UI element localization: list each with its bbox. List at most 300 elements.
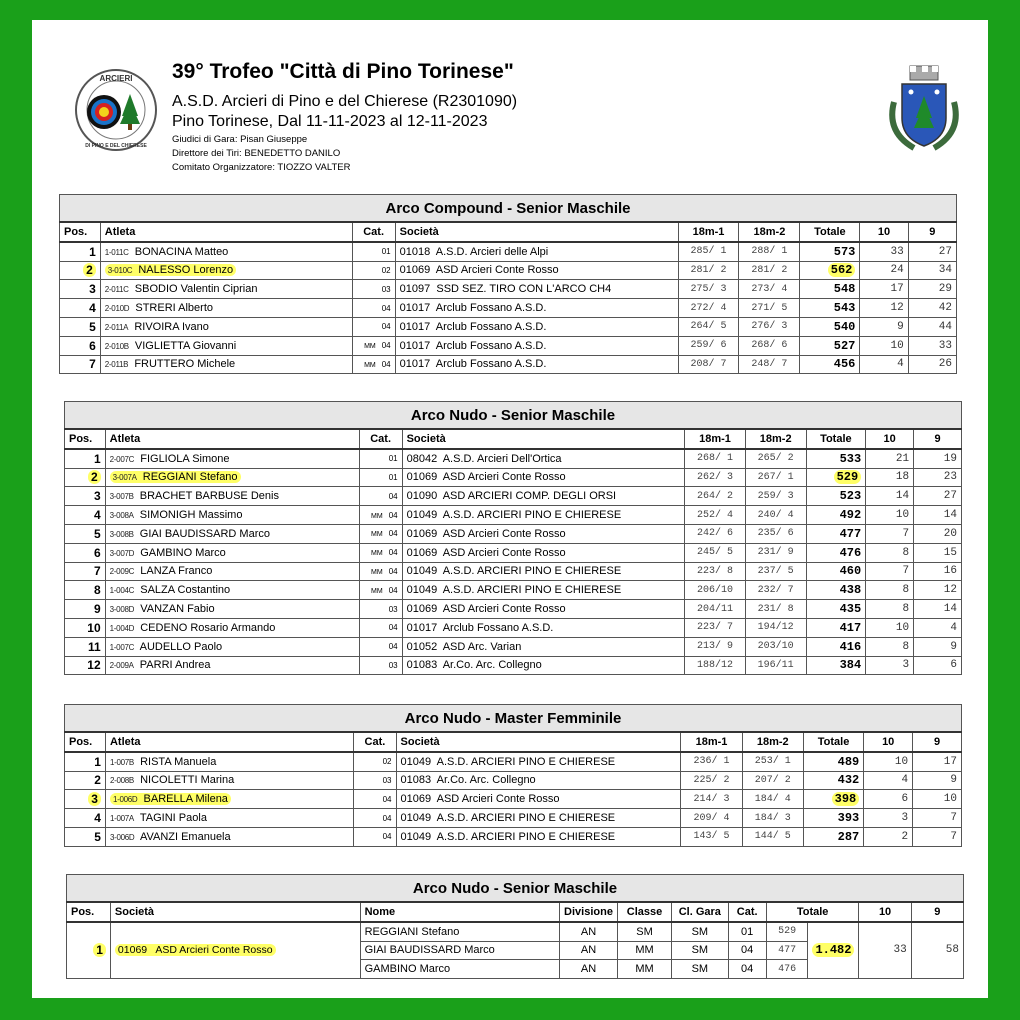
row-nines: 23 [914,468,962,487]
row-athlete [105,543,359,562]
row-round1: 259/ 6 [678,336,739,355]
row-category: 03 [359,656,402,675]
row-athlete [105,562,359,581]
row-category: 02 [354,752,396,771]
col-round1: 18m-1 [685,429,746,449]
row-round1: 208/ 7 [678,355,739,374]
row-round1: 206/10 [685,581,746,600]
row-total: 533 [806,449,866,468]
row-round1: 213/ 9 [685,637,746,656]
col-club: Società [395,222,678,242]
athlete-name: BONACINA Matteo [134,245,229,258]
row-athlete [105,656,359,675]
row-round1: 245/ 5 [685,543,746,562]
team-member-division: AN [560,960,618,979]
row-club: 08042 A.S.D. Arcieri Dell'Ortica [402,449,685,468]
row-club: 01049 A.S.D. ARCIERI PINO E CHIERESE [396,752,681,771]
result-row [65,752,962,771]
row-position: 12 [65,656,106,675]
team-section-title: Arco Nudo - Senior Maschile [67,875,964,903]
row-category: 04 [352,317,395,336]
row-round1: 143/ 5 [681,827,742,846]
row-position: 6 [60,336,101,355]
col-cat: Cat. [352,222,395,242]
section-title: Arco Nudo - Master Femminile [65,705,962,733]
col-tens: 10 [859,902,911,922]
row-round1: 209/ 4 [681,809,742,828]
row-nines: 19 [914,449,962,468]
athlete-target-code: 3-007D [109,548,135,558]
athlete-name: GIAI BAUDISSARD Marco [139,527,270,540]
athlete-name: BRACHET BARBUSE Denis [139,490,279,503]
row-total: 287 [803,827,863,846]
athlete-target-code: 2-011B [104,360,129,370]
athlete-name: RISTA Manuela [140,755,217,768]
club-logo-icon [74,68,158,152]
athlete-name: AUDELLO Paolo [139,640,223,653]
row-category: 04 [352,299,395,318]
row-nines: 6 [914,656,962,675]
row-category: 04 [354,827,396,846]
athlete-target-code: 1-004D [109,623,135,633]
row-total: 432 [803,771,863,790]
team-member-score: 529 [766,922,808,941]
range-director: Direttore dei Tiri: BENEDETTO DANILO [172,148,341,159]
row-nines: 15 [914,543,962,562]
row-round2: 265/ 2 [745,449,806,468]
col-athlete: Atleta [100,222,352,242]
row-athlete [105,600,359,619]
col-round2: 18m-2 [739,222,800,242]
athlete-target-code: 1-007C [109,642,135,652]
row-tens: 9 [860,317,908,336]
row-athlete [100,261,352,280]
row-tens: 3 [864,809,913,828]
team-tens: 33 [859,922,911,979]
row-total: 456 [800,355,860,374]
row-nines: 9 [914,637,962,656]
team-member-name: GIAI BAUDISSARD Marco [360,941,559,960]
col-class: Classe [617,902,671,922]
row-position: 10 [65,618,106,637]
row-club: 01097 SSD SEZ. TIRO CON L'ARCO CH4 [395,280,678,299]
row-club: 01017 Arclub Fossano A.S.D. [395,355,678,374]
row-nines: 7 [913,809,962,828]
row-club: 01069 ASD Arcieri Conte Rosso [402,524,685,543]
col-tens: 10 [860,222,908,242]
row-athlete [105,618,359,637]
row-total: 523 [806,487,866,506]
athlete-target-code: 2-009A [109,661,134,671]
row-athlete [100,299,352,318]
team-member-race-class: SM [672,960,729,979]
col-total: Totale [800,222,860,242]
row-total: 384 [806,656,866,675]
athlete-target-code: 2-008B [109,776,134,786]
row-nines: 34 [908,261,956,280]
col-cat: Cat. [728,902,766,922]
row-club: 01069 ASD Arcieri Conte Rosso [395,261,678,280]
col-nines: 9 [911,902,963,922]
row-nines: 14 [914,506,962,525]
team-member-class: MM [617,941,671,960]
athlete-name: NALESSO Lorenzo [138,264,234,277]
athlete-target-code: 3-007A [112,473,137,483]
row-position: 1 [60,242,101,261]
row-round1: 281/ 2 [678,261,739,280]
row-total: 527 [800,336,860,355]
row-athlete [105,524,359,543]
row-round1: 214/ 3 [681,790,742,809]
result-row [65,581,962,600]
row-total: 476 [806,543,866,562]
row-round2: 184/ 4 [742,790,803,809]
row-tens: 12 [860,299,908,318]
row-position: 2 [60,261,101,280]
result-row [65,506,962,525]
row-total: 573 [800,242,860,261]
row-category: MM 04 [359,506,402,525]
row-round1: 188/12 [685,656,746,675]
row-club: 01069 ASD Arcieri Conte Rosso [402,600,685,619]
athlete-name: BARELLA Milena [143,793,228,806]
row-nines: 14 [914,600,962,619]
row-club: 01017 Arclub Fossano A.S.D. [395,317,678,336]
athlete-name: FIGLIOLA Simone [140,452,230,465]
row-round2: 259/ 3 [745,487,806,506]
athlete-name: VIGLIETTA Giovanni [134,339,237,352]
row-total: 529 [806,468,866,487]
team-member-cat: 01 [728,922,766,941]
result-row [60,242,957,261]
row-tens: 4 [864,771,913,790]
row-club: 01069 ASD Arcieri Conte Rosso [396,790,681,809]
athlete-name: STRERI Alberto [135,302,213,315]
row-category: MM 04 [352,336,395,355]
row-total: 460 [806,562,866,581]
row-tens: 8 [866,543,914,562]
result-row [65,827,962,846]
row-round2: 240/ 4 [745,506,806,525]
col-round2: 18m-2 [742,732,803,752]
row-round2: 267/ 1 [745,468,806,487]
row-club: 01083 Ar.Co. Arc. Collegno [402,656,685,675]
col-pos: Pos. [60,222,101,242]
row-position: 6 [65,543,106,562]
col-round1: 18m-1 [678,222,739,242]
row-category: 01 [359,449,402,468]
row-round2: 203/10 [745,637,806,656]
athlete-target-code: 3-007B [109,492,134,502]
athlete-target-code: 3-008D [109,605,135,615]
athlete-name: TAGINI Paola [139,812,207,825]
athlete-target-code: 1-011C [104,247,129,257]
row-tens: 24 [860,261,908,280]
row-athlete [105,771,353,790]
row-nines: 20 [914,524,962,543]
athlete-target-code: 2-011C [104,285,129,295]
col-name: Nome [360,902,559,922]
result-row [65,449,962,468]
team-results-table [66,874,964,979]
row-round1: 272/ 4 [678,299,739,318]
row-total: 492 [806,506,866,525]
result-row [65,637,962,656]
athlete-target-code: 3-008B [109,529,134,539]
result-row [60,336,957,355]
row-category: 01 [359,468,402,487]
row-athlete [105,790,353,809]
row-club: 01049 A.S.D. ARCIERI PINO E CHIERESE [402,581,685,600]
team-member-name: REGGIANI Stefano [360,922,559,941]
result-row [60,299,957,318]
row-athlete [105,752,353,771]
col-athlete: Atleta [105,732,353,752]
row-position: 3 [65,790,106,809]
col-nines: 9 [908,222,956,242]
row-round2: 288/ 1 [739,242,800,261]
row-round1: 285/ 1 [678,242,739,261]
row-nines: 44 [908,317,956,336]
athlete-name: FRUTTERO Michele [134,358,236,371]
row-round1: 236/ 1 [681,752,742,771]
row-round2: 232/ 7 [745,581,806,600]
team-member-cat: 04 [728,960,766,979]
row-round1: 225/ 2 [681,771,742,790]
row-athlete [105,809,353,828]
col-race-class: Cl. Gara [672,902,729,922]
athlete-target-code: 3-006D [109,832,135,842]
row-round1: 252/ 4 [685,506,746,525]
row-athlete [105,506,359,525]
row-nines: 16 [914,562,962,581]
row-nines: 17 [913,752,962,771]
row-round2: 281/ 2 [739,261,800,280]
row-tens: 7 [866,524,914,543]
team-club: 01069 ASD Arcieri Conte Rosso [110,922,360,979]
col-division: Divisione [560,902,618,922]
col-nines: 9 [913,732,962,752]
row-category: 04 [354,809,396,828]
athlete-name: VANZAN Fabio [140,603,215,616]
athlete-target-code: 3-008A [109,511,134,521]
row-club: 01090 ASD ARCIERI COMP. DEGLI ORSI [402,487,685,506]
athlete-name: RIVOIRA Ivano [134,320,209,333]
row-nines: 33 [908,336,956,355]
team-member-division: AN [560,922,618,941]
row-position: 5 [65,524,106,543]
row-tens: 2 [864,827,913,846]
row-category: 01 [352,242,395,261]
athlete-target-code: 1-006D [112,795,138,805]
athlete-target-code: 2-007C [109,454,135,464]
col-cat: Cat. [359,429,402,449]
col-pos: Pos. [67,902,111,922]
col-round1: 18m-1 [681,732,742,752]
athlete-name: REGGIANI Stefano [142,471,238,484]
row-round2: 194/12 [745,618,806,637]
results-page [32,20,988,998]
athlete-target-code: 2-011A [104,322,129,332]
row-round1: 264/ 5 [678,317,739,336]
row-club: 01049 A.S.D. ARCIERI PINO E CHIERESE [396,809,681,828]
team-member-division: AN [560,941,618,960]
row-position: 4 [60,299,101,318]
row-round2: 144/ 5 [742,827,803,846]
result-row [65,771,962,790]
result-row [65,618,962,637]
team-member-score: 477 [766,941,808,960]
team-member-score: 476 [766,960,808,979]
row-athlete [105,637,359,656]
row-athlete [105,449,359,468]
row-tens: 7 [866,562,914,581]
col-club: Società [402,429,685,449]
section-title: Arco Nudo - Senior Maschile [65,402,962,430]
athlete-target-code: 1-004C [109,586,135,596]
row-nines: 7 [913,827,962,846]
row-club: 01049 A.S.D. ARCIERI PINO E CHIERESE [402,562,685,581]
row-round1: 275/ 3 [678,280,739,299]
athlete-target-code: 2-009C [109,567,135,577]
athlete-name: CEDENO Rosario Armando [140,621,276,634]
row-category: 03 [359,600,402,619]
row-category: MM 04 [359,562,402,581]
row-nines: 29 [908,280,956,299]
athlete-name: LANZA Franco [140,565,213,578]
row-total: 548 [800,280,860,299]
row-tens: 3 [866,656,914,675]
result-row [65,809,962,828]
row-round2: 237/ 5 [745,562,806,581]
row-round1: 268/ 1 [685,449,746,468]
row-total: 435 [806,600,866,619]
row-position: 7 [65,562,106,581]
team-member-class: MM [617,960,671,979]
row-round2: 235/ 6 [745,524,806,543]
row-total: 438 [806,581,866,600]
organizing-club: A.S.D. Arcieri di Pino e del Chierese (R2301090) [172,93,518,110]
organizing-committee: Comitato Organizzatore: TIOZZO VALTER [172,162,351,173]
athlete-name: PARRI Andrea [139,659,211,672]
row-category: 04 [354,790,396,809]
team-member-race-class: SM [672,922,729,941]
row-athlete [105,827,353,846]
row-club: 01052 ASD Arc. Varian [402,637,685,656]
row-tens: 17 [860,280,908,299]
row-position: 5 [60,317,101,336]
row-club: 01069 ASD Arcieri Conte Rosso [402,543,685,562]
row-nines: 42 [908,299,956,318]
row-club: 01049 A.S.D. ARCIERI PINO E CHIERESE [396,827,681,846]
row-position: 4 [65,809,106,828]
row-total: 562 [800,261,860,280]
result-row [60,355,957,374]
row-round2: 271/ 5 [739,299,800,318]
row-category: 04 [359,618,402,637]
col-cat: Cat. [354,732,396,752]
row-athlete [105,468,359,487]
athlete-target-code: 1-007B [109,757,134,767]
row-nines: 10 [913,790,962,809]
row-position: 3 [65,487,106,506]
team-member-cat: 04 [728,941,766,960]
row-athlete [100,280,352,299]
row-tens: 4 [860,355,908,374]
row-tens: 8 [866,637,914,656]
row-club: 01017 Arclub Fossano A.S.D. [395,336,678,355]
row-category: MM 04 [359,543,402,562]
result-row [65,487,962,506]
result-row [65,468,962,487]
result-row [60,317,957,336]
row-category: 03 [352,280,395,299]
col-pos: Pos. [65,429,106,449]
athlete-name: SIMONIGH Massimo [139,509,243,522]
row-nines: 4 [914,618,962,637]
barebow-senior-men-table [64,401,962,675]
team-member-race-class: SM [672,941,729,960]
row-round2: 196/11 [745,656,806,675]
row-total: 540 [800,317,860,336]
row-tens: 8 [866,581,914,600]
col-total: Totale [766,902,859,922]
row-club: 01049 A.S.D. ARCIERI PINO E CHIERESE [402,506,685,525]
athlete-name: SALZA Costantino [140,584,231,597]
row-round2: 231/ 8 [745,600,806,619]
row-round2: 253/ 1 [742,752,803,771]
row-total: 543 [800,299,860,318]
row-tens: 10 [860,336,908,355]
row-athlete [100,336,352,355]
athlete-target-code: 2-010B [104,341,129,351]
row-round1: 223/ 8 [685,562,746,581]
col-pos: Pos. [65,732,106,752]
row-round1: 242/ 6 [685,524,746,543]
row-round2: 184/ 3 [742,809,803,828]
result-row [65,524,962,543]
logo-text-bottom: DI PINO E DEL CHIERESE [85,143,147,149]
row-category: 04 [359,637,402,656]
row-athlete [100,355,352,374]
col-club: Società [110,902,360,922]
row-total: 393 [803,809,863,828]
team-nines: 58 [911,922,963,979]
row-total: 477 [806,524,866,543]
row-round2: 231/ 9 [745,543,806,562]
row-round1: 264/ 2 [685,487,746,506]
row-tens: 10 [864,752,913,771]
row-nines: 26 [908,355,956,374]
row-round2: 248/ 7 [739,355,800,374]
row-athlete [105,487,359,506]
row-tens: 10 [866,618,914,637]
athlete-name: GAMBINO Marco [140,546,226,559]
barebow-master-women-table [64,704,962,847]
row-total: 489 [803,752,863,771]
athlete-target-code: 2-010D [104,304,130,314]
row-tens: 18 [866,468,914,487]
row-club: 01017 Arclub Fossano A.S.D. [395,299,678,318]
row-position: 5 [65,827,106,846]
row-club: 01069 ASD Arcieri Conte Rosso [402,468,685,487]
row-nines: 27 [908,242,956,261]
col-athlete: Atleta [105,429,359,449]
row-position: 2 [65,771,106,790]
row-athlete [100,242,352,261]
col-club: Società [396,732,681,752]
row-total: 398 [803,790,863,809]
